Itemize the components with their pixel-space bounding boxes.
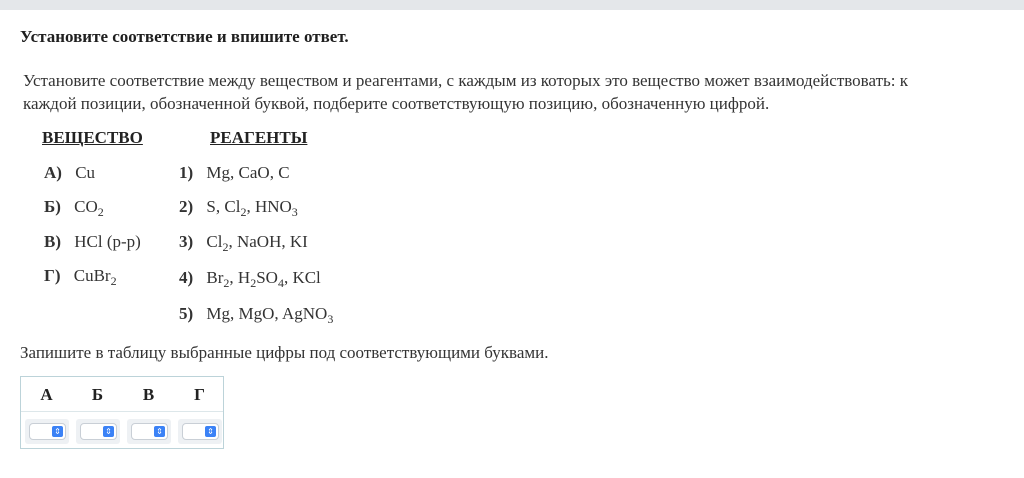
reagent-text: $Br_2$, $H_2SO_4$, KCl bbox=[206, 268, 321, 290]
substance-b bbox=[44, 197, 104, 217]
answer-header-row bbox=[21, 377, 223, 412]
substance-a bbox=[44, 163, 95, 183]
answer-cell-a bbox=[25, 419, 69, 444]
substance-formula: Cu bbox=[75, 163, 96, 182]
reagent-2 bbox=[179, 197, 298, 217]
reagent-number: 1) bbox=[179, 163, 194, 182]
task-intro-line1: Установите соответствие между веществом и реагентами, с каждым из которых это вещество может взаимодействовать: к bbox=[23, 71, 908, 90]
reagent-number: 5) bbox=[179, 304, 194, 323]
substance-letter: Б) bbox=[44, 197, 61, 216]
answer-table bbox=[20, 376, 224, 449]
select-arrows-icon: ⇕ bbox=[154, 426, 165, 437]
select-arrows-icon: ⇕ bbox=[103, 426, 114, 437]
answer-prompt: Запишите в таблицу выбранные цифры под соответствующими буквами. bbox=[20, 343, 549, 362]
reagent-number: 2) bbox=[179, 197, 194, 216]
task-title: Установите соответствие и впишите ответ. bbox=[20, 27, 349, 46]
reagent-5 bbox=[179, 304, 333, 324]
substance-formula: HCl (р-р) bbox=[74, 232, 141, 251]
select-arrows-icon: ⇕ bbox=[205, 426, 216, 437]
substance-formula: CuBr$_2$ bbox=[73, 266, 117, 288]
top-bar bbox=[0, 0, 1024, 10]
answer-select-d[interactable] bbox=[182, 423, 219, 440]
header-reagents: РЕАГЕНТЫ bbox=[210, 128, 308, 147]
answer-column-d: Г bbox=[194, 385, 205, 404]
select-arrows-icon: ⇕ bbox=[52, 426, 63, 437]
task-intro-line2: каждой позиции, обозначенной буквой, подберите соответствующую позицию, обозначенную цифрой. bbox=[23, 94, 770, 113]
answer-select-a[interactable] bbox=[29, 423, 66, 440]
reagent-number: 3) bbox=[179, 232, 194, 251]
substance-d bbox=[44, 266, 117, 286]
header-substance: ВЕЩЕСТВО bbox=[42, 128, 143, 147]
task-intro bbox=[23, 68, 995, 93]
reagent-number: 4) bbox=[179, 268, 194, 287]
substance-letter: В) bbox=[44, 232, 61, 251]
reagent-1 bbox=[179, 163, 290, 183]
reagent-text: $Cl_2$, NaOH, KI bbox=[206, 232, 308, 254]
answer-cell-b bbox=[76, 419, 120, 444]
answer-select-c[interactable] bbox=[131, 423, 168, 440]
answer-cell-c bbox=[127, 419, 171, 444]
substance-letter: Г) bbox=[44, 266, 61, 285]
reagent-3 bbox=[179, 232, 308, 252]
substance-formula: $CO_2$ bbox=[74, 197, 104, 219]
reagent-text: Mg, CaO, C bbox=[206, 163, 290, 182]
reagent-4 bbox=[179, 268, 321, 288]
answer-column-a: А bbox=[40, 385, 53, 404]
reagent-text: S, $Cl_2$, $HNO_3$ bbox=[206, 197, 298, 219]
answer-column-c: В bbox=[142, 385, 155, 404]
answer-cell-d bbox=[178, 419, 222, 444]
answer-column-b: Б bbox=[91, 385, 104, 404]
reagent-text: Mg, MgO, AgNO$_3$ bbox=[206, 304, 334, 326]
answer-select-b[interactable] bbox=[80, 423, 117, 440]
substance-c bbox=[44, 232, 141, 252]
substance-letter: А) bbox=[44, 163, 62, 182]
